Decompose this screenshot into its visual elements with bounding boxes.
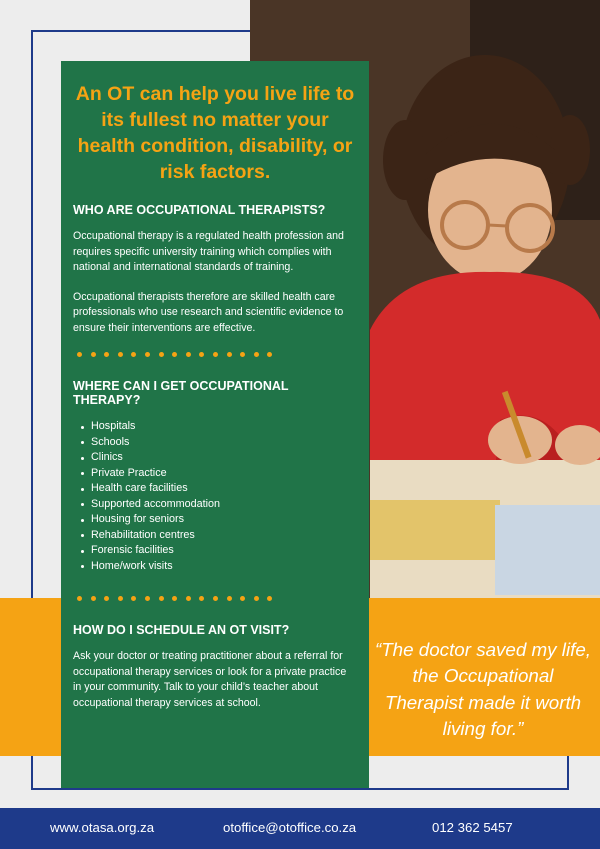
- divider-dot: [227, 352, 232, 357]
- divider-dot: [131, 596, 136, 601]
- list-item: Rehabilitation centres: [81, 528, 357, 544]
- services-list: [73, 419, 357, 574]
- divider-dot: [159, 352, 164, 357]
- section-heading-where: WHERE CAN I GET OCCUPATIONAL THERAPY?: [73, 379, 289, 407]
- divider-dot: [172, 596, 177, 601]
- list-item: Home/work visits: [81, 559, 357, 575]
- divider-dot: [145, 596, 150, 601]
- list-item: Forensic facilities: [81, 543, 357, 559]
- list-item: Supported accommodation: [81, 497, 357, 513]
- list-item: Private Practice: [81, 466, 357, 482]
- schedule-paragraph: Ask your doctor or treating practitioner about a referral for occupational therapy services or look for a private practice in your community. Talk to your child’s teacher about occupational therapy services at school.: [73, 650, 347, 709]
- divider-dot: [172, 352, 177, 357]
- divider-dot: [104, 596, 109, 601]
- divider-dot: [254, 352, 259, 357]
- divider-dot: [77, 352, 82, 357]
- dot-divider: [77, 352, 357, 357]
- section-heading-schedule: HOW DO I SCHEDULE AN OT VISIT?: [73, 623, 290, 637]
- headline: An OT can help you live life to its fullest no matter your health condition, disability, or risk factors.: [75, 83, 355, 183]
- divider-dot: [104, 352, 109, 357]
- divider-dot: [131, 352, 136, 357]
- divider-dot: [186, 596, 191, 601]
- divider-dot: [267, 596, 272, 601]
- divider-dot: [199, 352, 204, 357]
- divider-dot: [254, 596, 259, 601]
- divider-dot: [186, 352, 191, 357]
- list-item: Clinics: [81, 450, 357, 466]
- website-link[interactable]: www.otasa.org.za: [50, 820, 155, 835]
- dot-divider: [77, 596, 357, 601]
- email-link[interactable]: otoffice@otoffice.co.za: [223, 820, 357, 835]
- divider-dot: [240, 596, 245, 601]
- testimonial-quote: “The doctor saved my life, the Occupational Therapist made it worth living for.”: [374, 638, 592, 740]
- phone-number[interactable]: 012 362 5457: [432, 820, 513, 835]
- who-paragraph-2: Occupational therapists therefore are skilled health care professionals who use research and scientific evidence to ensure their interventions are effective.: [73, 290, 344, 334]
- list-item: Health care facilities: [81, 481, 357, 497]
- divider-dot: [118, 596, 123, 601]
- divider-dot: [118, 352, 123, 357]
- divider-dot: [213, 352, 218, 357]
- divider-dot: [227, 596, 232, 601]
- list-item: Hospitals: [81, 419, 357, 435]
- divider-dot: [199, 596, 204, 601]
- divider-dot: [240, 352, 245, 357]
- list-item: Housing for seniors: [81, 512, 357, 528]
- divider-dot: [77, 596, 82, 601]
- info-panel: [61, 61, 369, 788]
- divider-dot: [91, 596, 96, 601]
- divider-dot: [213, 596, 218, 601]
- divider-dot: [91, 352, 96, 357]
- contact-footer: [0, 808, 600, 849]
- divider-dot: [267, 352, 272, 357]
- section-heading-who: WHO ARE OCCUPATIONAL THERAPISTS?: [73, 203, 326, 217]
- divider-dot: [159, 596, 164, 601]
- divider-dot: [145, 352, 150, 357]
- who-paragraph-1: Occupational therapy is a regulated health profession and requires specific university training which complies with national and international standards of training.: [73, 230, 344, 273]
- list-item: Schools: [81, 435, 357, 451]
